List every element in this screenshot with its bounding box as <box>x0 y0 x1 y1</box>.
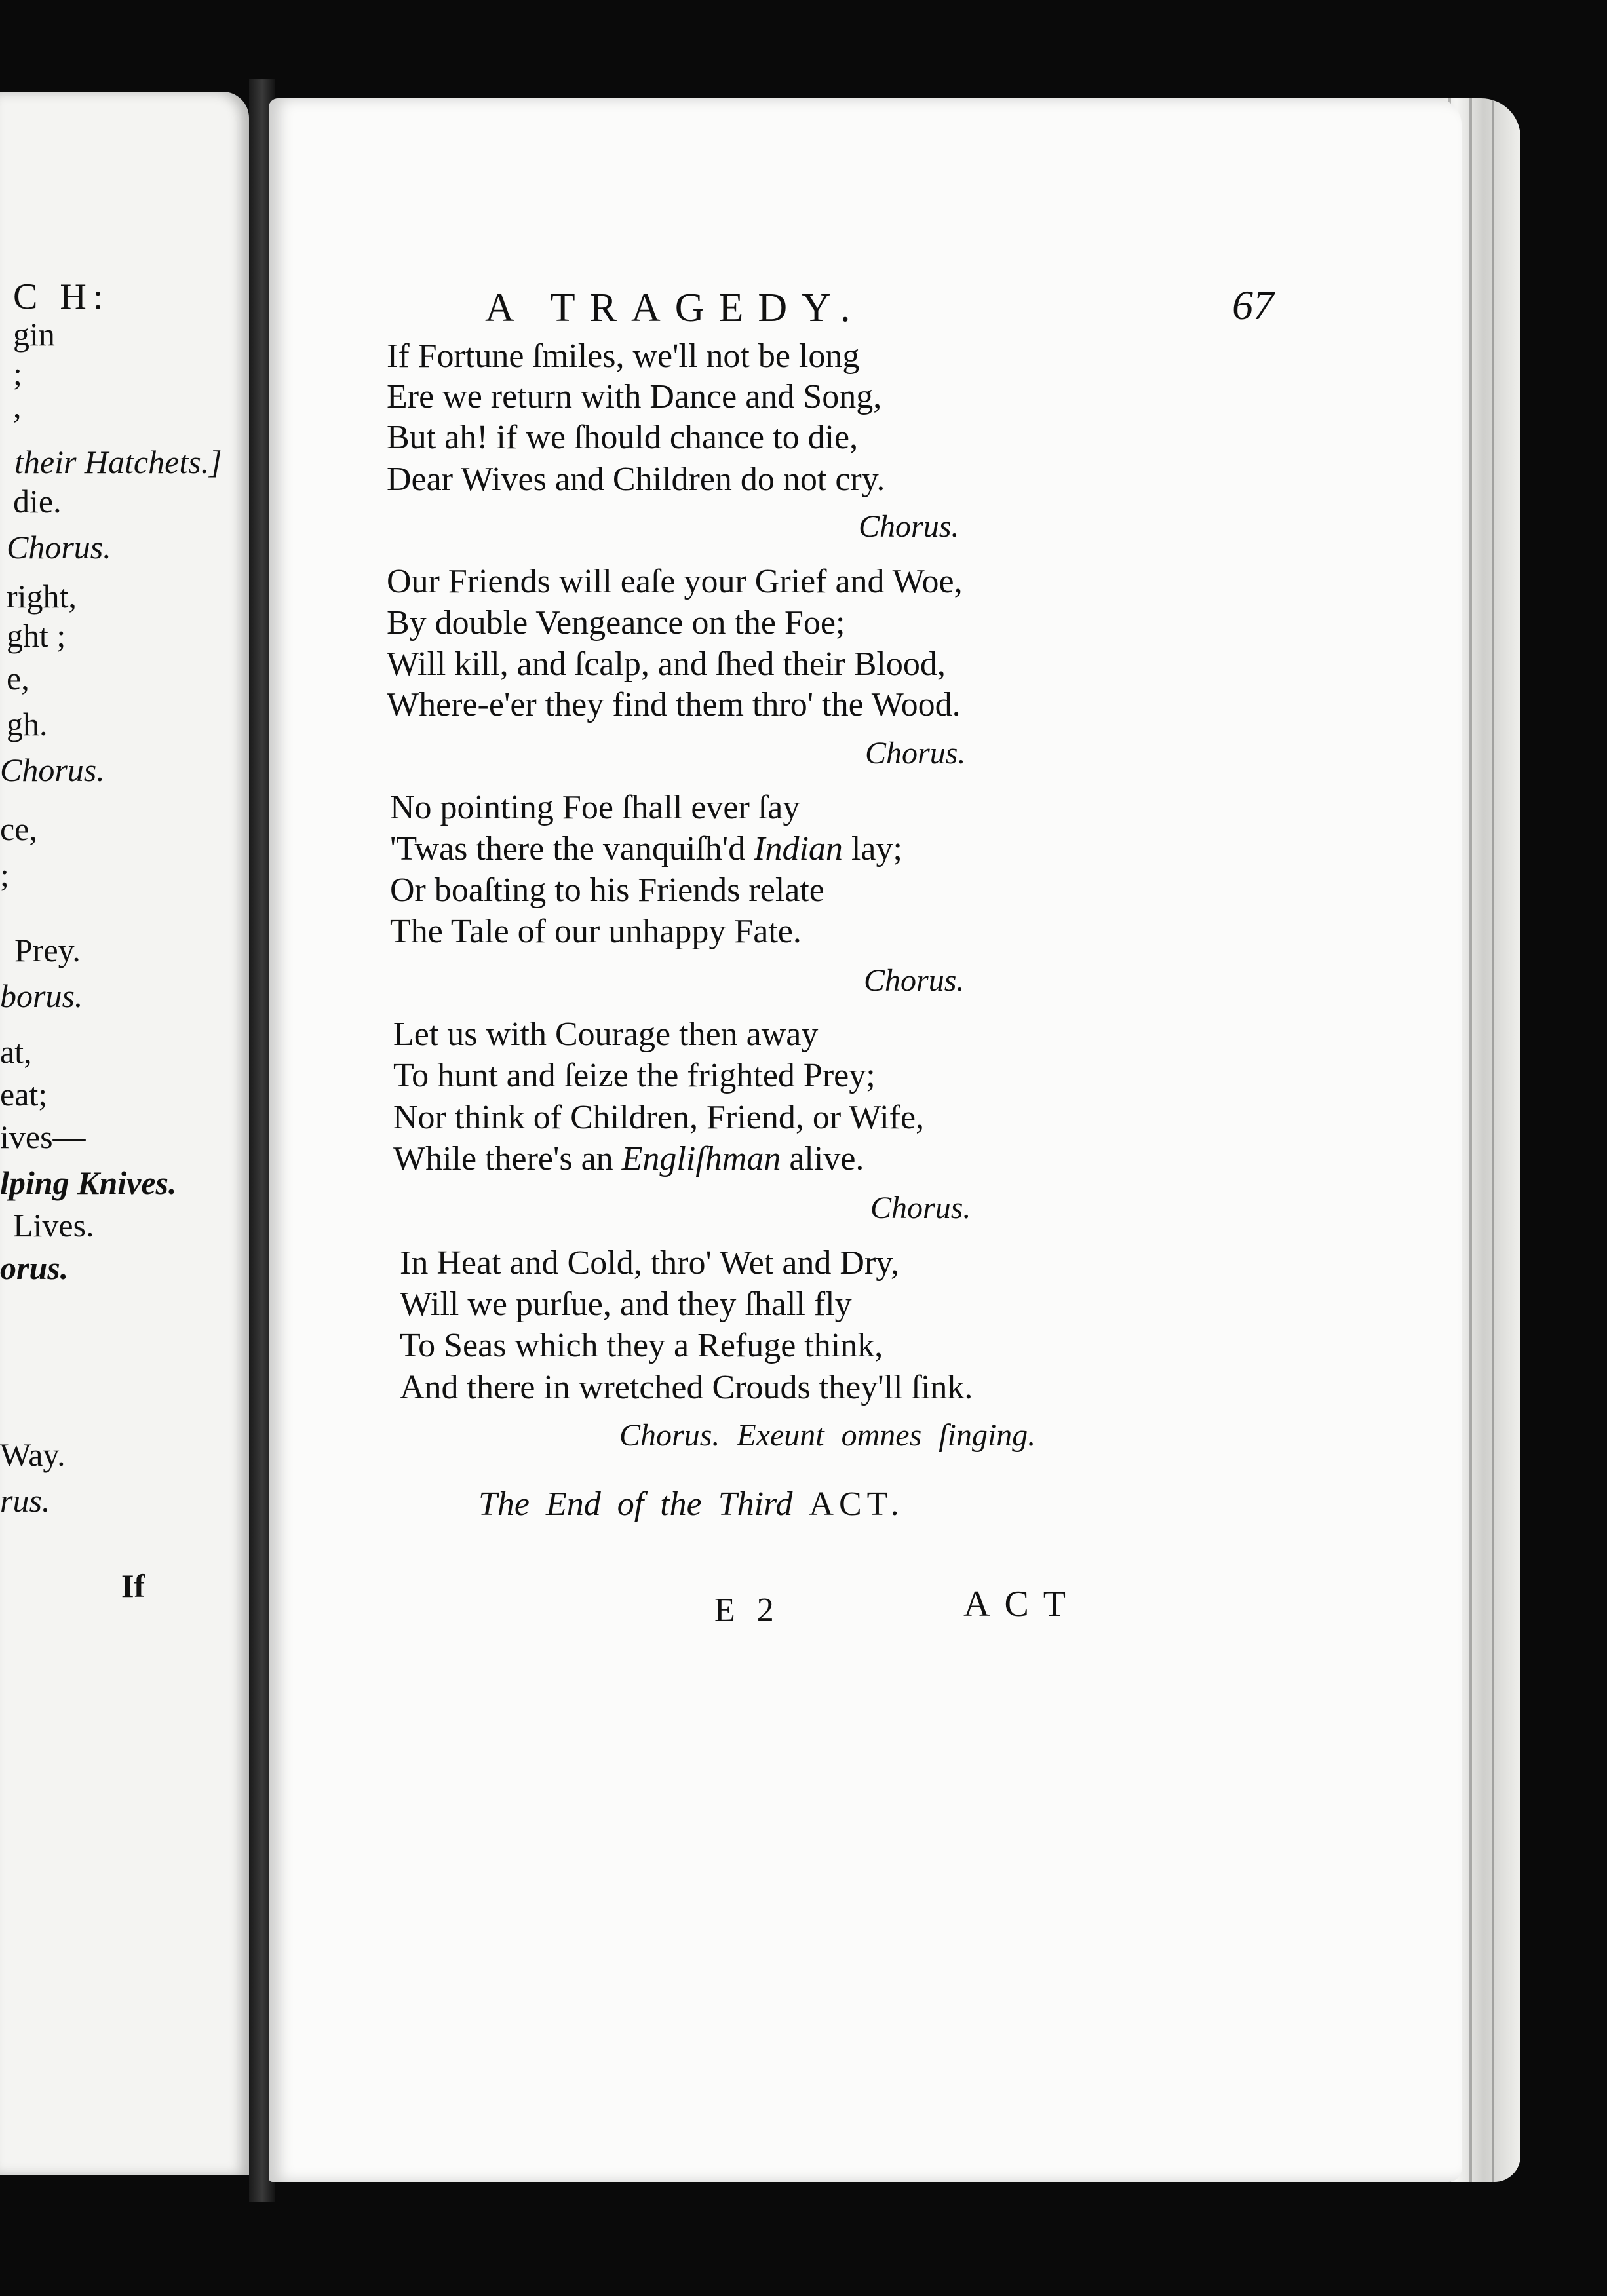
verse-line: If Fortune ſmiles, we'll not be long <box>387 337 860 375</box>
verse-line: Will kill, and ſcalp, and ſhed their Blood, <box>387 645 946 683</box>
left-line-4: , <box>13 388 22 425</box>
verse-line <box>390 791 800 825</box>
verse-segment: lay; <box>842 830 902 868</box>
verse-line: Our Friends will eaſe your Grief and Woe, <box>387 563 963 600</box>
left-line-12: Chorus. <box>0 752 105 788</box>
verse-segment: Nor think of Children, Friend, or Wife, <box>393 1099 925 1136</box>
left-line-18: eat; <box>0 1076 48 1113</box>
verse-segment-italic: Engliſhman <box>621 1140 781 1177</box>
verse-segment: To hunt and ſeize the frighted Prey; <box>393 1057 876 1094</box>
verse-line: To Seas which they a Refuge think, <box>400 1327 883 1364</box>
left-line-8: right, <box>7 578 77 615</box>
chorus-cue: Chorus. <box>870 1191 971 1225</box>
left-line-3: ; <box>13 355 22 392</box>
running-title: A TRAGEDY. <box>485 286 865 330</box>
left-facing-page <box>0 92 249 2175</box>
verse-line <box>390 873 824 908</box>
left-line-19: ives— <box>0 1119 86 1155</box>
verse-line: But ah! if we ſhould chance to die, <box>387 419 859 456</box>
verse-line <box>393 1059 876 1093</box>
left-line-24: rus. <box>0 1482 50 1519</box>
chorus-exeunt-cue: Chorus. Exeunt omnes ſinging. <box>619 1418 1036 1453</box>
verse-line: Will we purſue, and they ſhall fly <box>400 1286 852 1323</box>
left-line-10: e, <box>7 660 29 697</box>
chorus-cue: Chorus. <box>865 736 966 771</box>
left-line-9: ght ; <box>7 617 66 654</box>
verse-line: Where-e'er they find them thro' the Wood. <box>387 686 961 723</box>
left-line-17: at, <box>0 1033 32 1070</box>
verse-segment: 'Twas there the vanquiſh'd <box>390 830 754 868</box>
verse-segment: While there's an <box>393 1140 622 1177</box>
left-line-22: orus. <box>0 1250 69 1286</box>
verse-segment-italic: Indian <box>754 830 843 868</box>
left-line-5: their Hatchets.] <box>14 444 222 480</box>
end-of-act-text: The End of the Third <box>478 1485 793 1523</box>
end-of-act-line <box>478 1487 904 1521</box>
left-line-25: If <box>121 1567 145 1604</box>
verse-line <box>393 1018 818 1052</box>
chorus-cue: Chorus. <box>859 509 959 544</box>
verse-segment: The Tale of our unhappy Fate. <box>390 913 802 950</box>
verse-line <box>393 1142 864 1176</box>
verse-line: In Heat and Cold, thro' Wet and Dry, <box>400 1244 899 1282</box>
left-line-21: Lives. <box>13 1207 94 1244</box>
left-line-1: C H: <box>13 277 110 317</box>
left-line-14: ; <box>0 856 9 893</box>
verse-line: And there in wretched Crouds they'll ſink. <box>400 1369 973 1406</box>
page-number: 67 <box>1232 282 1274 328</box>
verse-line: By double Vengeance on the Foe; <box>387 604 845 641</box>
left-line-23: Way. <box>0 1436 66 1473</box>
verse-segment: Or boaſting to his Friends relate <box>390 871 824 909</box>
catchword: ACT <box>963 1584 1080 1624</box>
main-page <box>269 98 1462 2182</box>
signature-mark: E 2 <box>714 1592 781 1629</box>
left-line-16: borus. <box>0 978 83 1014</box>
left-line-15: Prey. <box>14 932 81 968</box>
verse-line <box>390 832 902 866</box>
verse-line: Ere we return with Dance and Song, <box>387 378 882 415</box>
verse-segment: No pointing Foe ſhall ever ſay <box>390 789 800 826</box>
left-line-6: die. <box>13 483 62 520</box>
chorus-cue: Chorus. <box>864 963 965 998</box>
left-line-11: gh. <box>7 706 48 742</box>
verse-line <box>393 1101 924 1135</box>
running-header <box>485 282 1337 337</box>
left-line-13: ce, <box>0 811 37 847</box>
left-line-2: gin <box>13 316 55 353</box>
left-line-7: Chorus. <box>7 529 111 565</box>
verse-line <box>390 915 802 949</box>
left-line-20: lping Knives. <box>0 1164 177 1201</box>
verse-segment: Let us with Courage then away <box>393 1016 819 1053</box>
end-of-act-word: ACT. <box>809 1485 904 1523</box>
verse-line: Dear Wives and Children do not cry. <box>387 461 885 498</box>
verse-segment: alive. <box>781 1140 864 1177</box>
